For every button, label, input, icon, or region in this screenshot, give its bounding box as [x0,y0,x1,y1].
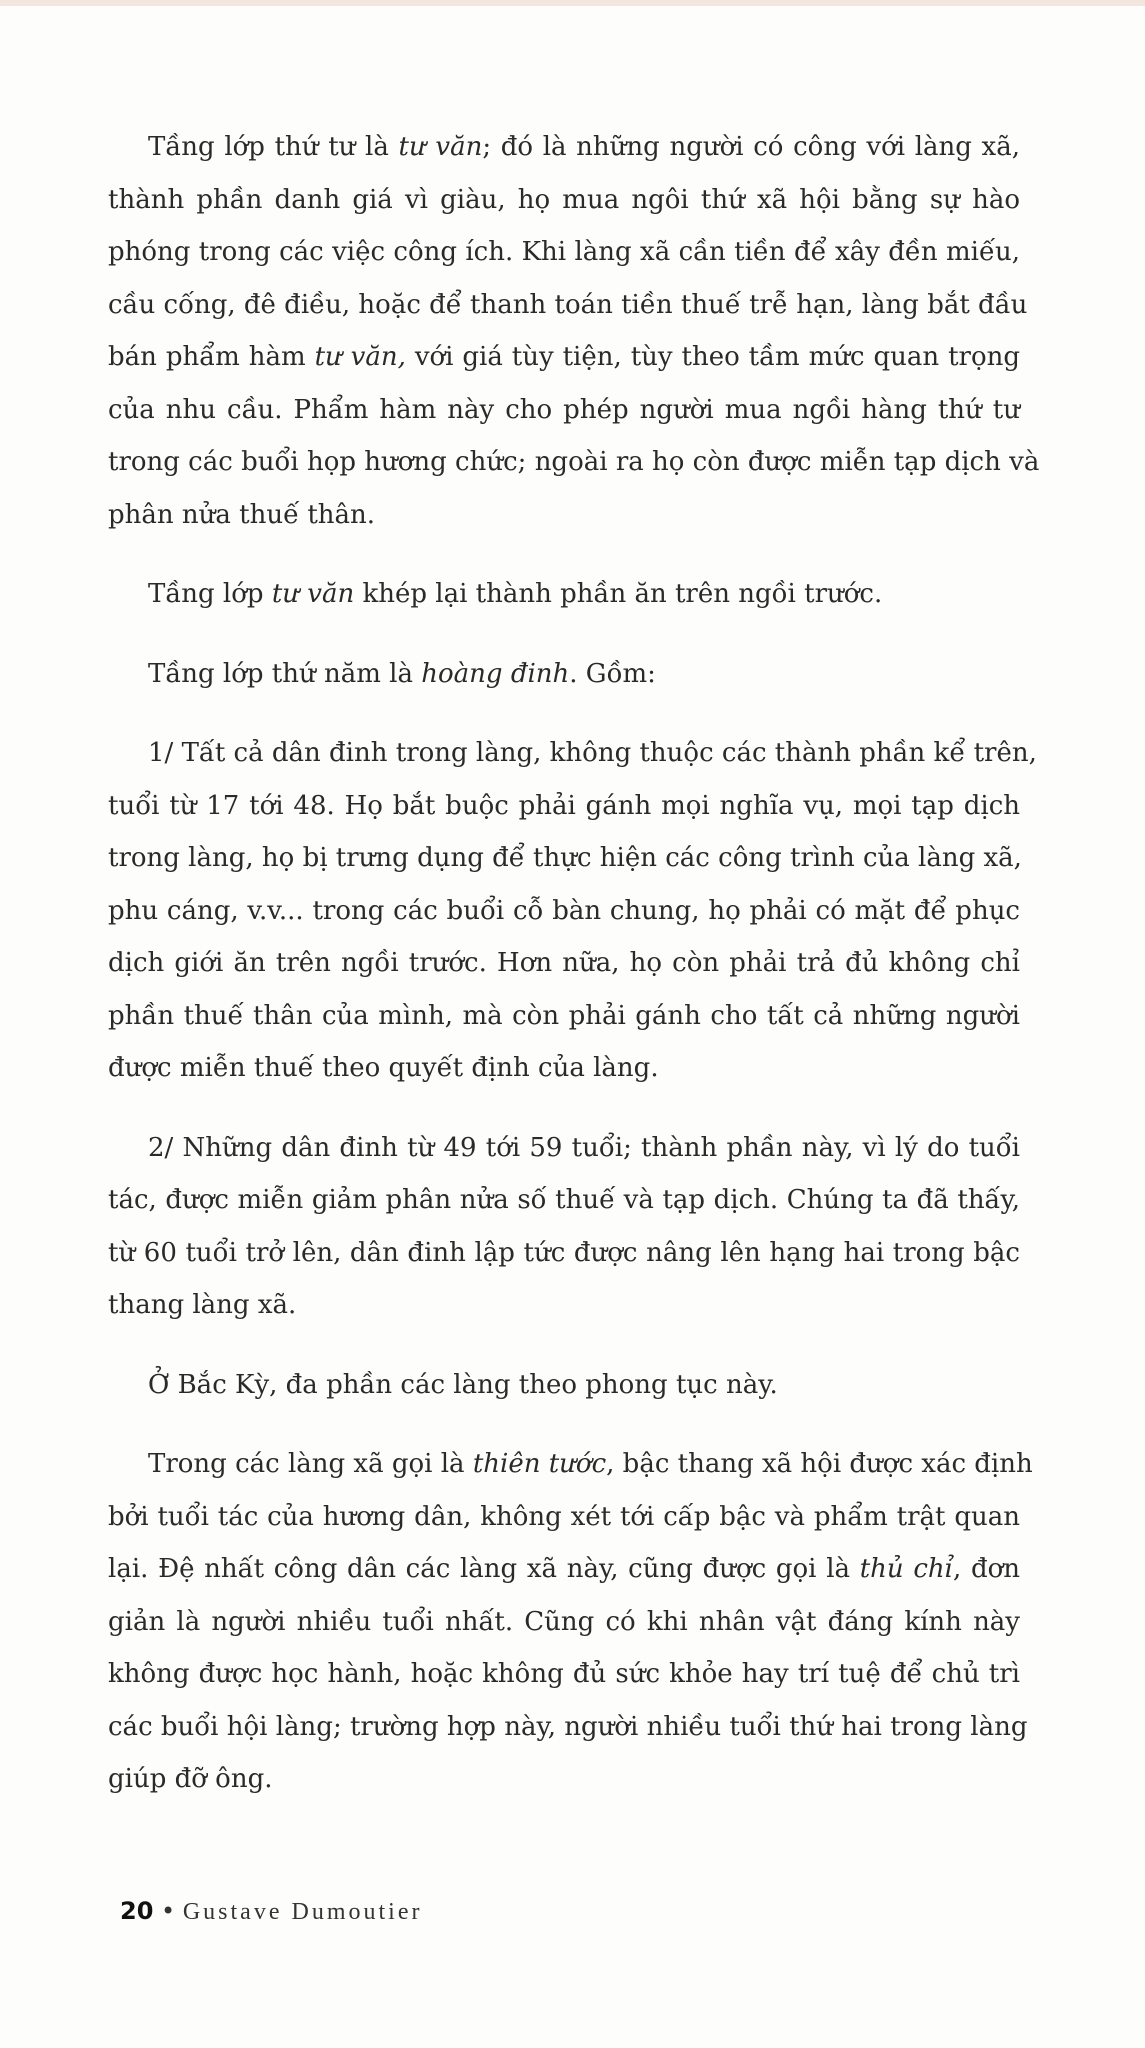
text-line [108,279,1028,332]
paragraph [108,727,1037,1095]
text-segment: ; đó là những người có công với làng xã, [482,132,1020,162]
italic-term: tư văn [271,579,355,609]
text-segment: , bậc thang xã hội được xác định [606,1449,1033,1479]
text-segment: phóng trong các việc công ích. Khi làng xã cần tiền để xây đền miếu, [108,237,1020,267]
body-text [108,121,1040,1833]
text-line [108,1491,1020,1544]
text-segment: tác, được miễn giảm phân nửa số thuế và tạp dịch. Chúng ta đã thấy, [108,1185,1020,1215]
text-segment: lại. Đệ nhất công dân các làng xã này, cũng được gọi là [108,1554,860,1584]
text-segment: bởi tuổi tác của hương dân, không xét tới cấp bậc và phẩm trật quan [108,1501,1020,1532]
italic-term: hoàng đinh [421,658,570,689]
footer-separator: • [161,1897,176,1925]
text-segment: tuổi từ 17 tới 48. Họ bắt buộc phải gánh mọi nghĩa vụ, mọi tạp dịch [108,790,1020,821]
text-segment: từ 60 tuổi trở lên, dân đinh lập tức được nâng lên hạng hai trong bậc [108,1237,1020,1268]
text-line [108,174,1020,227]
text-segment: giúp đỡ ông. [108,1764,273,1794]
text-line [108,1648,1020,1701]
text-line [108,1596,1020,1649]
text-line [108,1122,1020,1175]
text-segment: Ở Bắc Kỳ, đa phần các làng theo phong tục này. [148,1369,778,1400]
text-segment: Tầng lớp [148,579,272,609]
text-line [108,1279,1020,1332]
text-segment: không được học hành, hoặc không đủ sức khỏe hay trí tuệ để chủ trì [108,1659,1020,1689]
text-segment: 2/ Những dân đinh từ 49 tới 59 tuổi; thành phần này, vì lý do tuổi [148,1132,1020,1163]
text-segment: thành phần danh giá vì giàu, họ mua ngôi thứ xã hội bằng sự hào [108,184,1020,215]
italic-term: thủ chỉ [859,1554,953,1584]
paragraph [108,1438,1033,1806]
page-footer [120,1897,422,1926]
text-segment: phân nửa thuế thân. [108,499,376,530]
author-name: Gustave Dumoutier [182,1899,423,1925]
paragraph [108,568,1020,621]
text-line [108,780,1020,833]
text-line [108,1543,1020,1596]
page-number: 20 [120,1897,154,1925]
text-line [108,436,1040,489]
text-segment: cầu cống, đê điều, hoặc để thanh toán tiền thuế trễ hạn, làng bắt đầu [108,289,1028,320]
text-line [108,226,1020,279]
text-segment: các buổi hội làng; trường hợp này, người nhiều tuổi thứ hai trong làng [108,1711,1028,1742]
paragraph [108,648,1020,701]
text-line [108,832,1020,885]
text-segment: phu cáng, v.v... trong các buổi cỗ bàn chung, họ phải có mặt để phục [108,895,1020,926]
paragraph [108,121,1040,541]
text-segment: bán phẩm hàm [108,342,315,372]
text-segment: giản là người nhiều tuổi nhất. Cũng có khi nhân vật đáng kính này [108,1606,1020,1637]
text-segment: với giá tùy tiện, tùy theo tầm mức quan trọng [405,342,1020,372]
text-segment: . Gồm: [569,658,656,689]
text-segment: , đơn [952,1554,1020,1584]
text-segment: trong làng, họ bị trưng dụng để thực hiện các công trình của làng xã, [108,843,1022,873]
text-line [108,331,1020,384]
text-segment: được miễn thuế theo quyết định của làng. [108,1053,659,1083]
text-line [108,885,1020,938]
text-line [108,727,1037,780]
text-line [108,1359,1020,1412]
text-segment: dịch giới ăn trên ngồi trước. Hơn nữa, họ còn phải trả đủ không chỉ [108,948,1020,978]
text-line [108,1227,1020,1280]
text-line [108,990,1020,1043]
text-line [108,937,1020,990]
text-segment: Tầng lớp thứ năm là [148,658,422,689]
text-line [108,1701,1028,1754]
text-line [108,1753,1020,1806]
paragraph [108,1359,1020,1412]
page-edge [0,0,1145,6]
text-line [108,568,1020,621]
text-segment: Tầng lớp thứ tư là [148,132,399,162]
text-line [108,121,1020,174]
text-line [108,489,1020,542]
text-line [108,1042,1020,1095]
text-line [108,384,1020,437]
italic-term: tư văn, [314,342,406,372]
text-segment: phần thuế thân của mình, mà còn phải gánh cho tất cả những người [108,1000,1020,1031]
text-segment: trong các buổi họp hương chức; ngoài ra họ còn được miễn tạp dịch và [108,447,1040,477]
text-segment: thang làng xã. [108,1290,297,1320]
text-segment: 1/ Tất cả dân đinh trong làng, không thuộc các thành phần kể trên, [148,738,1037,768]
text-segment: khép lại thành phần ăn trên ngồi trước. [354,579,883,609]
text-segment: Trong các làng xã gọi là [148,1449,473,1479]
text-line [108,1438,1033,1491]
italic-term: tư văn [398,132,483,162]
text-line [108,648,1020,701]
text-segment: của nhu cầu. Phẩm hàm này cho phép người mua ngồi hàng thứ tư [108,394,1020,425]
italic-term: thiên tước [472,1449,607,1479]
paragraph [108,1122,1020,1332]
text-line [108,1174,1020,1227]
